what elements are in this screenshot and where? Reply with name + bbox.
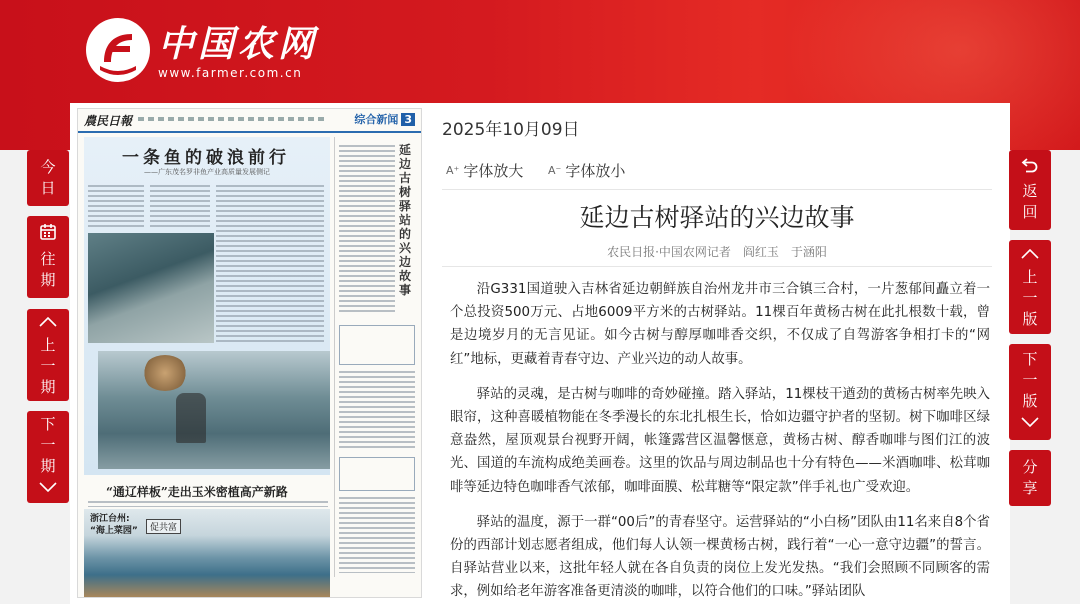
fisherman-figure xyxy=(176,393,206,443)
chevron-up-icon xyxy=(39,312,57,333)
chevron-down-icon xyxy=(1021,412,1039,433)
back-label-1: 返 xyxy=(1022,182,1038,200)
next-page-label-3: 版 xyxy=(1022,392,1038,410)
text-block xyxy=(88,501,328,507)
chevron-down-icon xyxy=(39,477,57,498)
section-name: 综合新闻 xyxy=(354,113,399,126)
text-block xyxy=(339,497,415,573)
article-body xyxy=(450,278,990,604)
text-block xyxy=(150,185,210,229)
site-url[interactable]: www.farmer.com.cn xyxy=(158,66,303,80)
taizhou-photo-tag: 促共富 xyxy=(146,519,181,534)
font-larger-icon: A⁺ xyxy=(446,164,460,177)
next-issue-label-1: 下 xyxy=(40,415,56,433)
masthead-fine-print xyxy=(138,117,328,121)
font-smaller-button[interactable] xyxy=(548,160,625,181)
next-page-label-2: 一 xyxy=(1022,371,1038,389)
text-block xyxy=(216,185,324,345)
font-smaller-label: 字体放小 xyxy=(565,162,626,180)
taizhou-photo-label xyxy=(90,513,138,537)
title-divider xyxy=(442,266,992,267)
side-column xyxy=(334,137,418,577)
share-label-1: 分 xyxy=(1022,458,1038,476)
next-page-button[interactable] xyxy=(1009,344,1051,440)
prev-issue-label-2: 一 xyxy=(40,357,56,375)
text-block xyxy=(339,371,415,451)
calendar-icon xyxy=(39,223,57,247)
story-tongliao-headline[interactable]: “通辽样板”走出玉米密植高产新路 xyxy=(106,485,288,499)
newspaper-section xyxy=(354,111,415,127)
article-byline: 农民日报·中国农网记者 阎红玉 于涵阳 xyxy=(607,245,827,259)
text-block xyxy=(88,185,144,229)
newspaper-page-preview[interactable] xyxy=(77,108,422,598)
today-label-1: 今 xyxy=(40,158,56,176)
taizhou-photo[interactable] xyxy=(84,509,330,597)
font-smaller-icon: A⁻ xyxy=(548,164,562,177)
past-label-2: 期 xyxy=(40,271,56,289)
next-page-label-1: 下 xyxy=(1022,350,1038,368)
past-issues-button[interactable] xyxy=(27,216,69,298)
photo-label-line1: 浙江台州: xyxy=(90,514,130,524)
back-label-2: 回 xyxy=(1022,203,1038,221)
side-box-1[interactable] xyxy=(339,325,415,365)
today-label-2: 日 xyxy=(40,179,56,197)
newspaper-name: 農民日報 xyxy=(84,114,133,128)
side-box-2[interactable] xyxy=(339,457,415,491)
share-label-2: 享 xyxy=(1022,479,1038,497)
article-paragraph: 驿站的温度，源于一群“00后”的青春坚守。运营驿站的“小白杨”团队由11名来自8个省份的西部计划志愿者组成，他们每人认领一棵黄杨古树，践行着“一心一意守边疆”的誓言。自驿站营业以来，这批年轻人就在各自负责的岗位上发光发热。“我们会照顾不同顾客的需求，例如给老年游客准备更清淡的咖啡，以符合他们的口味。”驿站团队 xyxy=(450,514,990,600)
prev-page-label-1: 上 xyxy=(1022,268,1038,286)
font-larger-button[interactable] xyxy=(446,160,523,181)
prev-page-button[interactable] xyxy=(1009,240,1051,334)
fishing-net-graphic xyxy=(142,355,188,391)
text-block xyxy=(339,145,395,315)
newspaper-masthead xyxy=(78,109,421,133)
share-button[interactable] xyxy=(1009,450,1051,506)
article-title: 延边古树驿站的兴边故事 xyxy=(579,203,855,232)
today-button[interactable] xyxy=(27,150,69,206)
chevron-up-icon xyxy=(1021,244,1039,265)
side-story-title[interactable]: 延边古树驿站的兴边故事 xyxy=(399,143,412,297)
font-size-toolbar xyxy=(442,158,992,190)
article-paragraph: 沿G331国道驶入吉林省延边朝鲜族自治州龙井市三合镇三合村，一片葱郁间矗立着一个总投资500万元、占地6009平方米的古树驿站。11棵百年黄杨古树在此扎根数十载，曾是边境岁月的无言见证。如今古树与醇厚咖啡香交织，不仅成了自驾游客争相打卡的“网红”地标，更藏着青春守边、产业兴边的动人故事。 xyxy=(450,282,990,367)
story-fish-headline: 一条鱼的破浪前行 xyxy=(122,148,290,168)
issue-date: 2025年10月09日 xyxy=(442,120,580,140)
prev-issue-label-1: 上 xyxy=(40,336,56,354)
photo-label-line2: “海上菜园” xyxy=(90,526,138,536)
font-larger-label: 字体放大 xyxy=(463,162,524,180)
site-name[interactable]: 中国农网 xyxy=(158,23,319,65)
back-button[interactable] xyxy=(1009,150,1051,230)
prev-issue-label-3: 期 xyxy=(40,378,56,396)
prev-issue-button[interactable] xyxy=(27,309,69,401)
page-number: 3 xyxy=(401,113,415,126)
article-paragraph: 驿站的灵魂，是古树与咖啡的奇妙碰撞。踏入驿站，11棵枝干遒劲的黄杨古树率先映入眼帘，这种喜暖植物能在冬季漫长的东北扎根生长，恰如边疆守护者的坚韧。树下咖啡区绿意盎然，屋顶观景台视野开阔，帐篷露营区温馨惬意，黄杨古树、醇香咖啡与图们江的波光、国道的车流构成绝美画卷。这里的饮品与周边制品也十分有特色——米酒咖啡、松茸咖啡等延边特色咖啡香气浓郁，咖啡面膜、松茸糖等“限定款”伴手礼也广受欢迎。 xyxy=(450,386,990,495)
site-logo-icon[interactable] xyxy=(86,18,150,82)
fish-photo xyxy=(88,233,214,343)
prev-page-label-3: 版 xyxy=(1022,310,1038,328)
past-label-1: 往 xyxy=(40,250,56,268)
return-arrow-icon xyxy=(1021,157,1039,179)
story-fish-area[interactable] xyxy=(84,137,330,475)
next-issue-button[interactable] xyxy=(27,411,69,503)
story-fish-subhead: ——广东茂名罗非鱼产业高质量发展侧记 xyxy=(144,168,270,176)
prev-page-label-2: 一 xyxy=(1022,289,1038,307)
next-issue-label-2: 一 xyxy=(40,436,56,454)
fishing-photo xyxy=(98,351,330,469)
next-issue-label-3: 期 xyxy=(40,457,56,475)
